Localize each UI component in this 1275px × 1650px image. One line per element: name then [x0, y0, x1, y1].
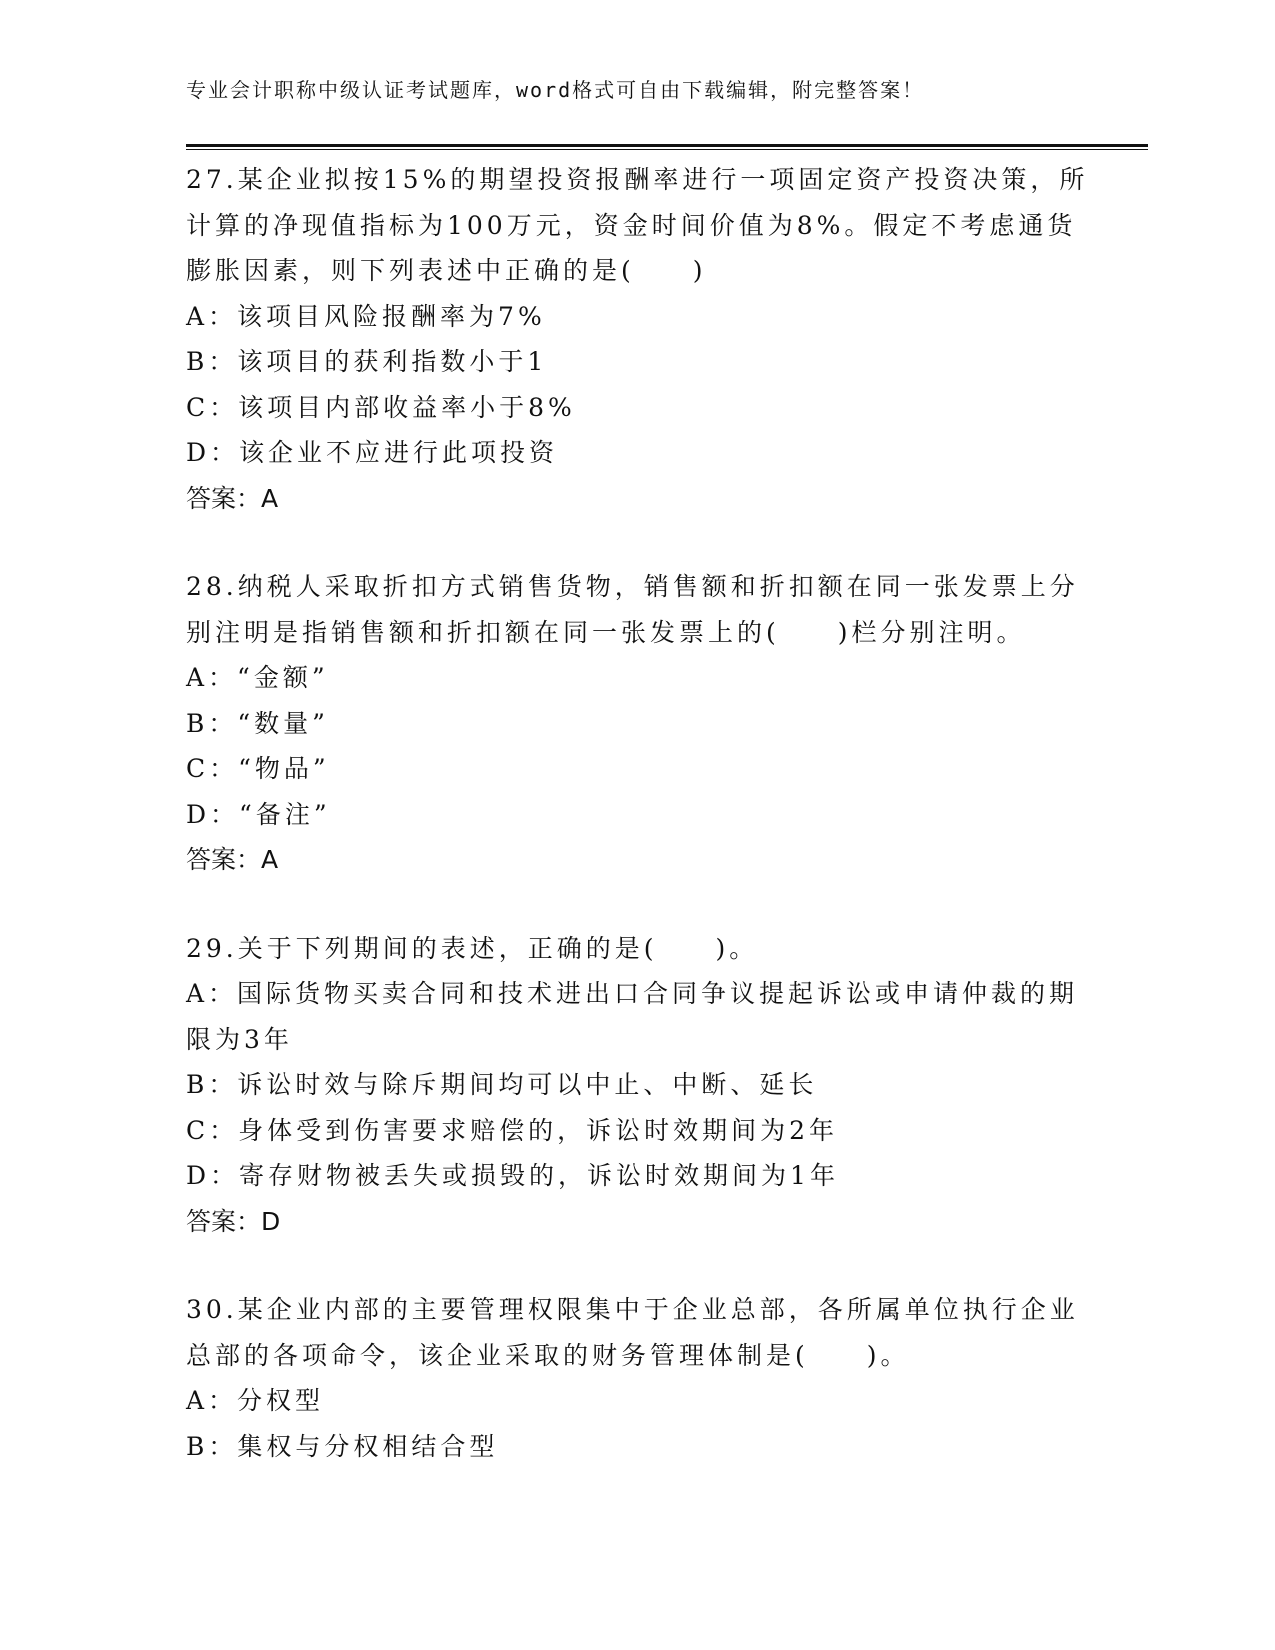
option-a: A：国际货物买卖合同和技术进出口合同争议提起诉讼或申请仲裁的期: [186, 979, 1079, 1008]
question-stem-line: 30.某企业内部的主要管理权限集中于企业总部，各所属单位执行企业: [186, 1295, 1079, 1324]
question-stem-line: 28.纳税人采取折扣方式销售货物，销售额和折扣额在同一张发票上分: [186, 572, 1079, 601]
question-28: [186, 564, 1079, 883]
question-list: [186, 157, 1089, 1469]
answer-value: D: [261, 1206, 281, 1236]
question-stem-line: 总部的各项命令，该企业采取的财务管理体制是( )。: [186, 1340, 910, 1370]
question-stem-line: 别注明是指销售额和折扣额在同一张发票上的( )栏分别注明。: [186, 617, 1026, 647]
question-stem-line: 27.某企业拟按15%的期望投资报酬率进行一项固定资产投资决策，所: [186, 165, 1089, 194]
question-spacer: [186, 1244, 1066, 1287]
question-stem-line: 膨胀因素，则下列表述中正确的是( ): [186, 256, 707, 285]
answer-value: A: [261, 845, 279, 874]
option-a: A：分权型: [186, 1386, 325, 1415]
answer-label: 答案：: [186, 1206, 262, 1236]
header-rule: [186, 144, 1148, 150]
option-d: D：该企业不应进行此项投资: [186, 438, 559, 467]
question-spacer: [186, 521, 1066, 564]
answer-label: 答案：: [186, 483, 262, 513]
option-b: B：该项目的获利指数小于1: [186, 347, 548, 376]
header-rule-thick: [186, 144, 1148, 147]
header-rule-thin: [186, 149, 1148, 150]
option-c: C：身体受到伤害要求赔偿的，诉讼时效期间为2年: [186, 1115, 839, 1145]
option-b: B：诉讼时效与除斥期间均可以中止、中断、延长: [186, 1070, 818, 1099]
option-b: B：“数量”: [186, 708, 329, 738]
page-header: 专业会计职称中级认证考试题库，word格式可自由下载编辑，附完整答案！: [186, 78, 925, 102]
option-a: A：该项目风险报酬率为7%: [186, 301, 546, 331]
option-a-continued: 限为3年: [186, 1024, 293, 1054]
question-stem-line: 计算的净现值指标为100万元，资金时间价值为8%。假定不考虑通货: [186, 210, 1077, 240]
answer-line: [186, 476, 1066, 522]
question-27: [186, 157, 1089, 521]
answer-line: [186, 1199, 1066, 1245]
option-d: D：“备注”: [186, 799, 331, 829]
option-a: A：“金额”: [186, 663, 329, 692]
answer-label: 答案：: [186, 845, 262, 874]
option-c: C：“物品”: [186, 754, 330, 783]
question-stem-line: 29.关于下列期间的表述，正确的是( )。: [186, 933, 759, 963]
answer-value: A: [261, 483, 279, 513]
question-spacer: [186, 883, 1066, 926]
option-c: C：该项目内部收益率小于8%: [186, 392, 576, 422]
answer-line: [186, 837, 1066, 883]
option-b: B：集权与分权相结合型: [186, 1431, 499, 1461]
question-29: [186, 926, 1079, 1245]
option-d: D：寄存财物被丢失或损毁的，诉讼时效期间为1年: [186, 1161, 839, 1190]
question-30: [186, 1287, 1079, 1469]
